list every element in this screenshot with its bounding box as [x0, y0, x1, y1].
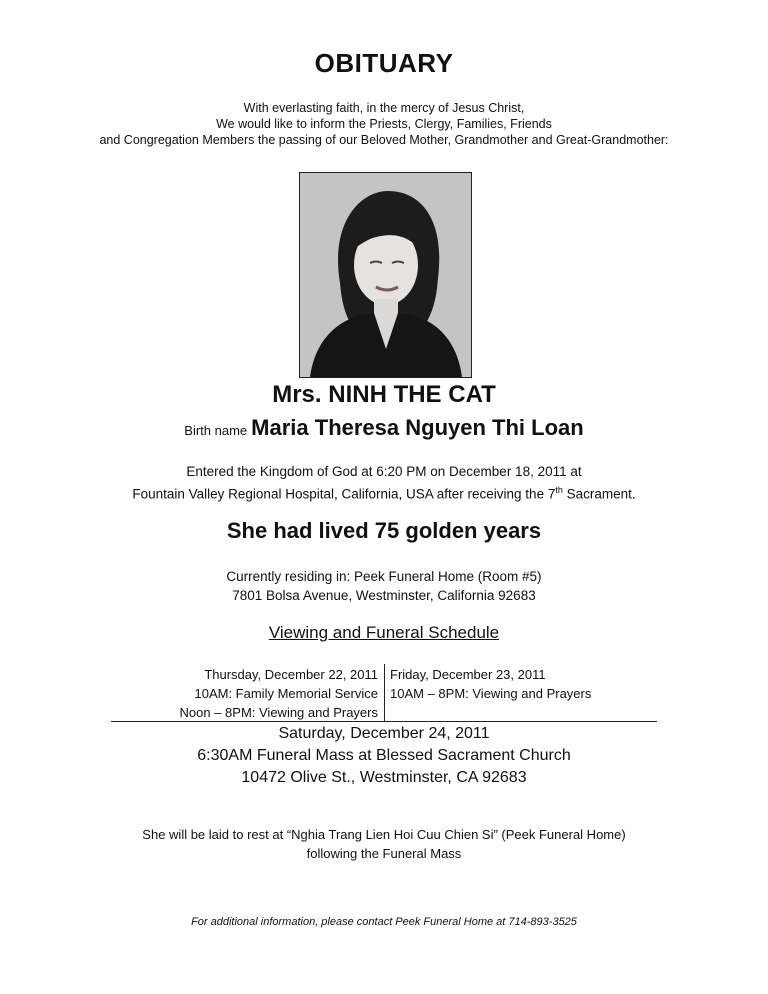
- intro-line: We would like to inform the Priests, Clergy, Families, Friends: [216, 117, 552, 131]
- intro-text: [0, 100, 768, 148]
- schedule-event: 10AM: Family Memorial Service: [194, 686, 378, 701]
- portrait-illustration: [300, 173, 471, 377]
- schedule-thursday: [180, 665, 378, 722]
- schedule-event: Noon – 8PM: Viewing and Prayers: [179, 705, 378, 720]
- burial-info: [0, 825, 768, 863]
- schedule-event: 10AM – 8PM: Viewing and Prayers: [390, 686, 592, 701]
- schedule-date: Friday, December 23, 2011: [390, 667, 546, 682]
- intro-line: With everlasting faith, in the mercy of Jesus Christ,: [243, 101, 525, 115]
- passing-line-end: Sacrament.: [562, 486, 636, 502]
- address-line: 7801 Bolsa Avenue, Westminster, California 92683: [232, 588, 536, 603]
- residing-address: [0, 567, 768, 605]
- burial-line: following the Funeral Mass: [306, 846, 462, 861]
- schedule-date: Thursday, December 22, 2011: [204, 667, 378, 682]
- schedule-divider-horizontal: [111, 721, 657, 722]
- intro-line: and Congregation Members the passing of our Beloved Mother, Grandmother and Great-Grandmother:: [99, 133, 669, 147]
- page-title: OBITUARY: [314, 48, 454, 78]
- birth-name-label: Birth name: [184, 423, 248, 438]
- portrait-photo: [299, 172, 472, 378]
- lived-years-heading: She had lived 75 golden years: [226, 518, 542, 543]
- ordinal-suffix: th: [555, 485, 563, 495]
- passing-details: [0, 463, 768, 504]
- birth-name: Maria Theresa Nguyen Thi Loan: [251, 415, 584, 440]
- schedule-heading: Viewing and Funeral Schedule: [268, 623, 500, 642]
- schedule-divider-vertical: [384, 664, 385, 721]
- passing-line: Entered the Kingdom of God at 6:20 PM on December 18, 2011 at: [186, 464, 582, 479]
- schedule-date: Saturday, December 24, 2011: [278, 725, 490, 742]
- birth-name-line: [0, 415, 768, 441]
- funeral-mass: 6:30AM Funeral Mass at Blessed Sacrament Church: [197, 747, 571, 764]
- schedule-friday: [390, 665, 591, 703]
- schedule-saturday: [0, 723, 768, 789]
- passing-line-hospital: [0, 481, 768, 504]
- residing-line: Currently residing in: Peek Funeral Home (Room #5): [226, 569, 542, 584]
- contact-footer: For additional information, please contact Peek Funeral Home at 714-893-3525: [191, 916, 577, 928]
- deceased-name: Mrs. NINH THE CAT: [272, 381, 496, 408]
- burial-line: She will be laid to rest at “Nghia Trang Lien Hoi Cuu Chien Si” (Peek Funeral Home): [142, 827, 626, 842]
- church-address: 10472 Olive St., Westminster, CA 92683: [241, 769, 527, 786]
- passing-line-text: Fountain Valley Regional Hospital, California, USA after receiving the 7: [132, 486, 556, 502]
